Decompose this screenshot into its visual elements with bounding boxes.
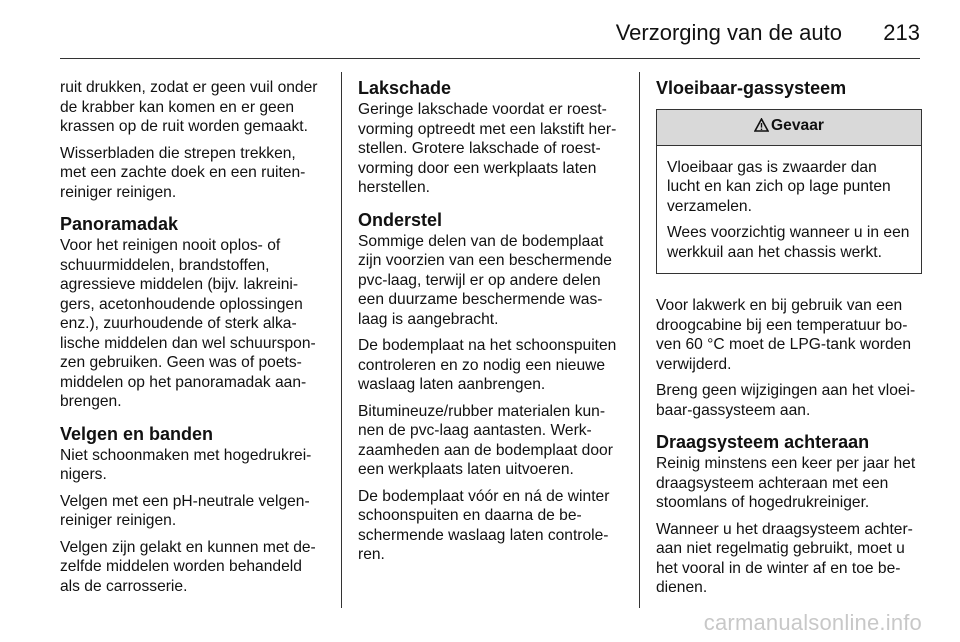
section-heading-lakschade: Lakschade	[358, 78, 452, 98]
warning-header	[657, 110, 921, 146]
section-heading-draagsysteem: Draagsysteem achteraan	[656, 432, 870, 452]
column-divider-1	[341, 72, 342, 608]
warning-triangle-icon	[754, 118, 769, 138]
paragraph: Voor lakwerk en bij gebruik van een droogcabine bij een temperatuur bo-ven 60 °C moet de LPG-tank worden verwijderd.	[656, 297, 912, 373]
column-left	[60, 78, 326, 603]
section-heading-panoramadak: Panoramadak	[60, 214, 179, 234]
paragraph: Bitumineuze/rubber materialen kun-nen de pvc-laag aantasten. Werk-zaamheden aan de bodemplaat door een werkplaats laten uitvoeren.	[358, 402, 613, 478]
paragraph: Breng geen wijzigingen aan het vloei-baar-gassysteem aan.	[656, 382, 916, 419]
paragraph: De bodemplaat vóór en ná de winter schoonspuiten en daarna de be-schermende waslaag laten controle-ren.	[358, 487, 610, 563]
warning-title: Gevaar	[771, 117, 824, 134]
header-divider	[60, 58, 920, 59]
page-header	[60, 14, 920, 58]
paragraph: Reinig minstens een keer per jaar het draagsysteem achteraan met een stoomlans of hogedrukreiniger.	[656, 455, 916, 511]
paragraph: Wees voorzichtig wanneer u in een werkkuil aan het chassis werkt.	[667, 224, 910, 261]
paragraph: Vloeibaar gas is zwaarder dan lucht en kan zich op lage punten verzamelen.	[667, 158, 891, 215]
paragraph: De bodemplaat na het schoonspuiten controleren en zo nodig een nieuwe waslaag laten aanbrengen.	[358, 337, 617, 393]
paragraph: Wisserbladen die strepen trekken, met een zachte doek en een ruiten-reiniger reinigen.	[60, 144, 306, 201]
column-middle	[358, 78, 624, 572]
page-number: 213	[883, 20, 920, 45]
paragraph: Sommige delen van de bodemplaat zijn voorzien van een beschermende pvc-laag, terwijl er op andere delen een duurzame beschermende was-laag is aangebracht.	[358, 232, 612, 328]
section-heading-vloeibaar-gas: Vloeibaar-gassysteem	[656, 78, 847, 98]
section-heading-velgen: Velgen en banden	[60, 423, 214, 444]
column-right	[656, 78, 922, 605]
paragraph: Velgen zijn gelakt en kunnen met de-zelfde middelen worden behandeld als de carrosserie.	[60, 538, 316, 595]
paragraph: Velgen met een pH-neutrale velgen-reiniger reinigen.	[60, 492, 310, 529]
section-heading-onderstel: Onderstel	[358, 209, 443, 230]
paragraph: Geringe lakschade voordat er roest-vorming optreedt met een lakstift her-stellen. Grotere lakschade of roest-vorming door een werkplaats laten herstellen.	[358, 101, 617, 196]
warning-box	[656, 109, 922, 274]
warning-body	[657, 146, 921, 274]
paragraph: Niet schoonmaken met hogedrukrei-nigers.	[60, 446, 312, 483]
column-divider-2	[639, 72, 640, 608]
paragraph: Wanneer u het draagsysteem achter-aan niet regelmatig gebruikt, moet u het vooral in de winter af en toe be-dienen.	[656, 520, 913, 596]
page-title: Verzorging van de auto	[615, 20, 842, 45]
paragraph: Voor het reinigen nooit oplos- of schuurmiddelen, brandstoffen, agressieve middelen (bijv. lakreini-gers, acetonhoudende oplossingen enz.), zuurhoudende of sterk alka-lische middelen dan wel schuurspon-zen gebruiken. Geen was of poets-middelen op het panoramadak aan-brengen.	[60, 237, 316, 410]
paragraph: ruit drukken, zodat er geen vuil onder de krabber kan komen en er geen krassen op de ruit worden gemaakt.	[60, 79, 318, 135]
watermark: carmanualsonline.info	[703, 610, 922, 635]
